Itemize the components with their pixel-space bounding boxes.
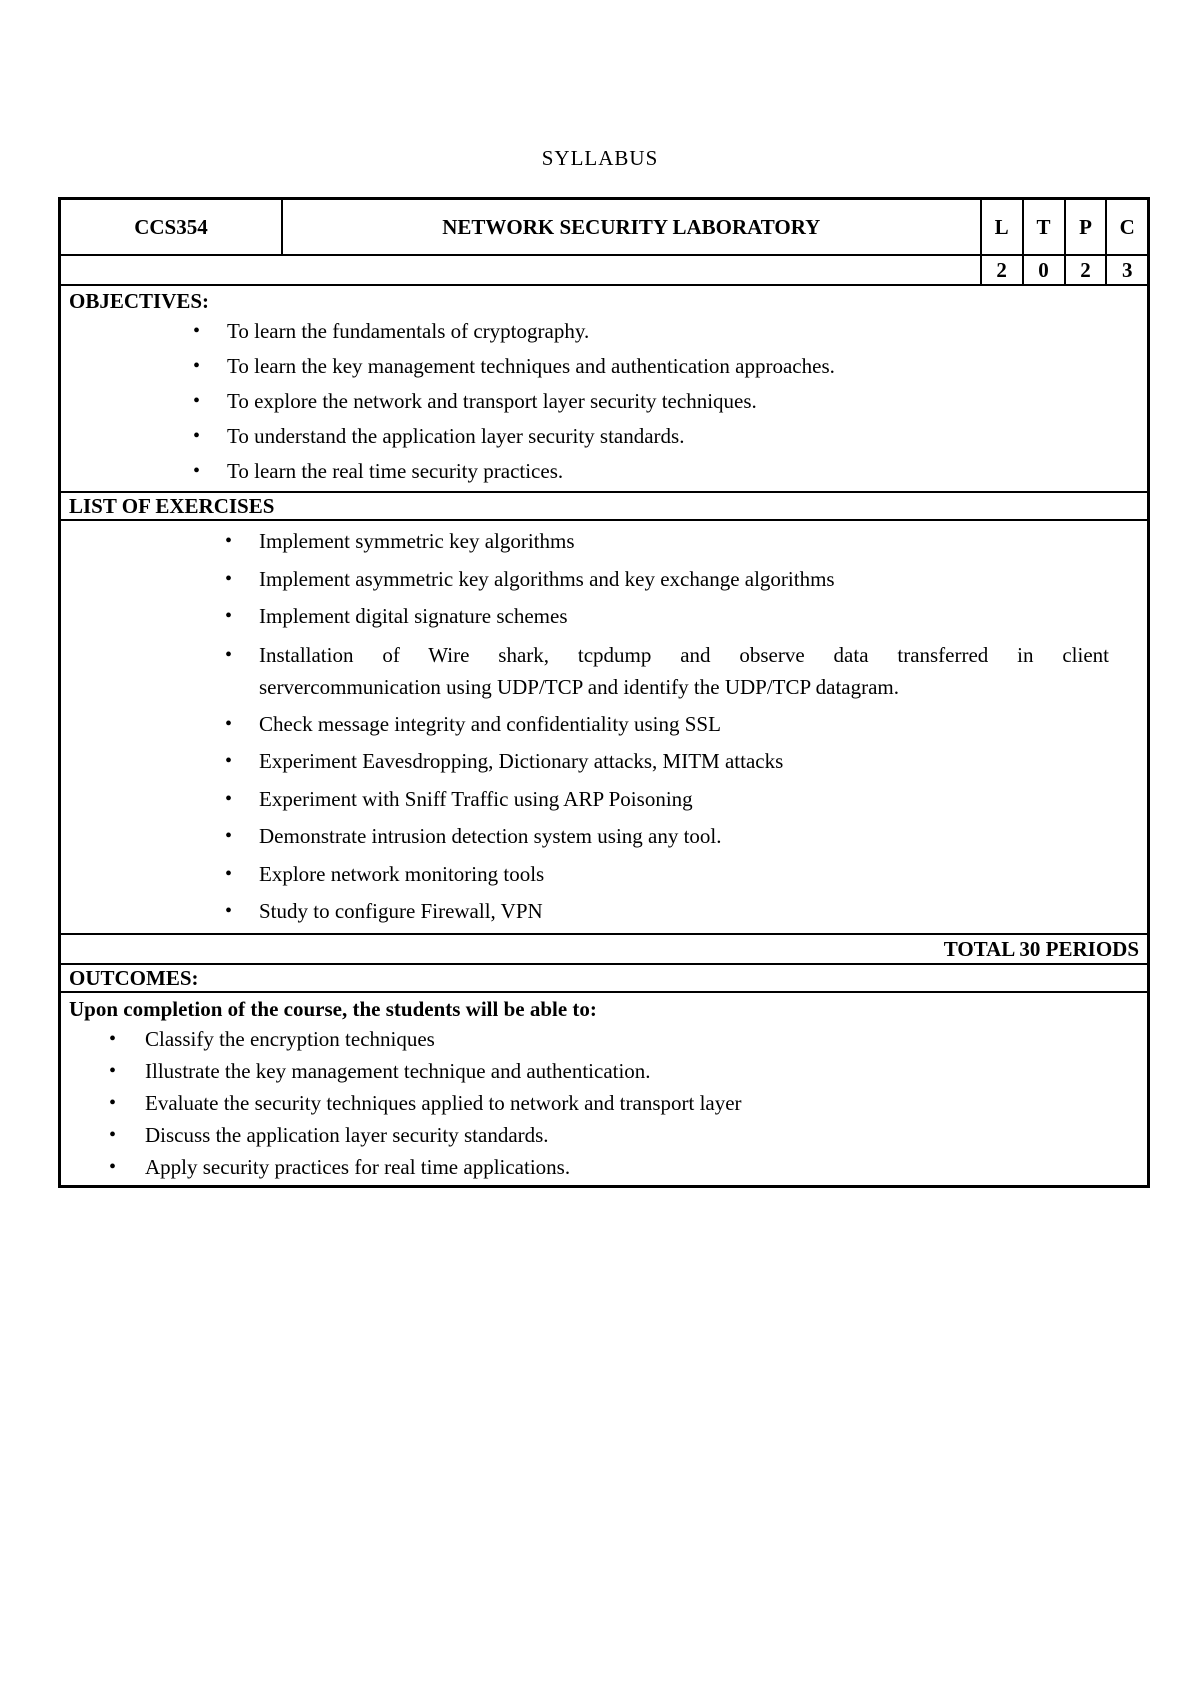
list-item-text: Study to configure Firewall, VPN	[259, 899, 543, 923]
objectives-label: OBJECTIVES:	[69, 289, 210, 313]
outcomes-cell	[60, 992, 1149, 1187]
list-item	[221, 856, 1109, 894]
list-item-continuation: servercommunication using UDP/TCP and identify the UDP/TCP datagram.	[259, 674, 900, 699]
list-item	[221, 781, 1109, 819]
list-item-text: To learn the fundamentals of cryptography.	[227, 319, 590, 343]
list-item-text: Discuss the application layer security standards.	[145, 1122, 549, 1147]
list-item	[189, 454, 1139, 489]
course-code: CCS354	[60, 199, 282, 256]
credits-row	[60, 255, 1149, 285]
list-item-text: Evaluate the security techniques applied to network and transport layer	[145, 1090, 742, 1115]
exercises-label-row	[60, 492, 1149, 520]
list-item-text: Apply security practices for real time applications.	[145, 1154, 571, 1179]
objectives-list	[189, 314, 1139, 489]
bullet-icon: •	[109, 1123, 117, 1146]
bullet-icon: •	[109, 1155, 117, 1178]
list-item	[221, 893, 1109, 931]
exercises-cell	[60, 520, 1149, 934]
list-item-text: To learn the key management techniques and authentication approaches.	[227, 354, 835, 378]
list-item	[221, 636, 1109, 706]
exercises-row	[60, 520, 1149, 934]
exercises-label: LIST OF EXERCISES	[60, 492, 1149, 520]
list-item	[109, 1023, 1139, 1055]
list-item-text: To explore the network and transport layer security techniques.	[227, 389, 757, 413]
list-item-text: To understand the application layer security standards.	[227, 424, 685, 448]
list-item-text: Implement asymmetric key algorithms and key exchange algorithms	[259, 566, 835, 591]
bullet-icon: •	[225, 825, 233, 847]
list-item-text: Installation of Wire shark, tcpdump and observe data transferred in client	[259, 642, 1109, 667]
bullet-icon: •	[193, 460, 201, 482]
outcomes-label: OUTCOMES:	[60, 964, 1149, 992]
list-item-text: Demonstrate intrusion detection system using any tool.	[259, 824, 722, 848]
bullet-icon: •	[109, 1091, 117, 1114]
list-item-text: Explore network monitoring tools	[259, 861, 545, 886]
bullet-icon: •	[225, 530, 233, 552]
outcomes-list	[109, 1023, 1139, 1183]
list-item-text: Implement digital signature schemes	[259, 604, 568, 628]
list-item	[189, 419, 1139, 454]
list-item-text: Experiment Eavesdropping, Dictionary attacks, MITM attacks	[259, 749, 784, 773]
bullet-icon: •	[193, 320, 201, 342]
bullet-icon: •	[225, 787, 233, 810]
list-item	[221, 706, 1109, 744]
total-row	[60, 934, 1149, 964]
list-item-text: Illustrate the key management technique and authentication.	[145, 1058, 651, 1083]
bullet-icon: •	[225, 567, 233, 590]
page-title: SYLLABUS	[541, 146, 659, 170]
list-item	[109, 1055, 1139, 1087]
course-title: NETWORK SECURITY LABORATORY	[282, 199, 981, 256]
list-item-text: Classify the encryption techniques	[145, 1026, 435, 1051]
bullet-icon: •	[193, 355, 201, 377]
list-item	[109, 1119, 1139, 1151]
bullet-icon: •	[109, 1027, 117, 1050]
list-item	[189, 349, 1139, 384]
credits-blank-cell	[60, 255, 981, 285]
bullet-icon: •	[225, 750, 233, 772]
total-periods: TOTAL 30 PERIODS	[60, 934, 1149, 964]
list-item	[221, 598, 1109, 636]
list-item	[189, 384, 1139, 419]
list-item-text: To learn the real time security practices.	[227, 459, 564, 483]
list-item	[221, 561, 1109, 599]
ltpc-header-l: L	[981, 199, 1023, 256]
ltpc-value-p: 2	[1065, 255, 1107, 285]
ltpc-value-t: 0	[1023, 255, 1065, 285]
bullet-icon: •	[225, 862, 233, 885]
list-item	[221, 818, 1109, 856]
bullet-icon: •	[225, 900, 233, 922]
syllabus-table	[58, 197, 1150, 1188]
bullet-icon: •	[193, 425, 201, 447]
objectives-row	[60, 285, 1149, 492]
outcomes-row	[60, 992, 1149, 1187]
list-item	[109, 1151, 1139, 1183]
list-item	[189, 314, 1139, 349]
ltpc-header-p: P	[1065, 199, 1107, 256]
ltpc-header-t: T	[1023, 199, 1065, 256]
bullet-icon: •	[193, 390, 201, 412]
exercises-list	[221, 523, 1109, 931]
objectives-cell	[60, 285, 1149, 492]
bullet-icon: •	[109, 1059, 117, 1082]
bullet-icon: •	[225, 712, 233, 735]
ltpc-value-l: 2	[981, 255, 1023, 285]
list-item-text: Check message integrity and confidentiality using SSL	[259, 711, 721, 736]
list-item	[221, 743, 1109, 781]
outcomes-intro: Upon completion of the course, the students will be able to:	[69, 996, 597, 1021]
course-header-row	[60, 199, 1149, 256]
outcomes-label-row	[60, 964, 1149, 992]
ltpc-value-c: 3	[1106, 255, 1148, 285]
list-item	[221, 523, 1109, 561]
bullet-icon: •	[225, 643, 233, 666]
list-item-text: Experiment with Sniff Traffic using ARP Poisoning	[259, 786, 693, 811]
list-item-text: Implement symmetric key algorithms	[259, 529, 575, 553]
list-item	[109, 1087, 1139, 1119]
ltpc-header-c: C	[1106, 199, 1148, 256]
bullet-icon: •	[225, 605, 233, 627]
